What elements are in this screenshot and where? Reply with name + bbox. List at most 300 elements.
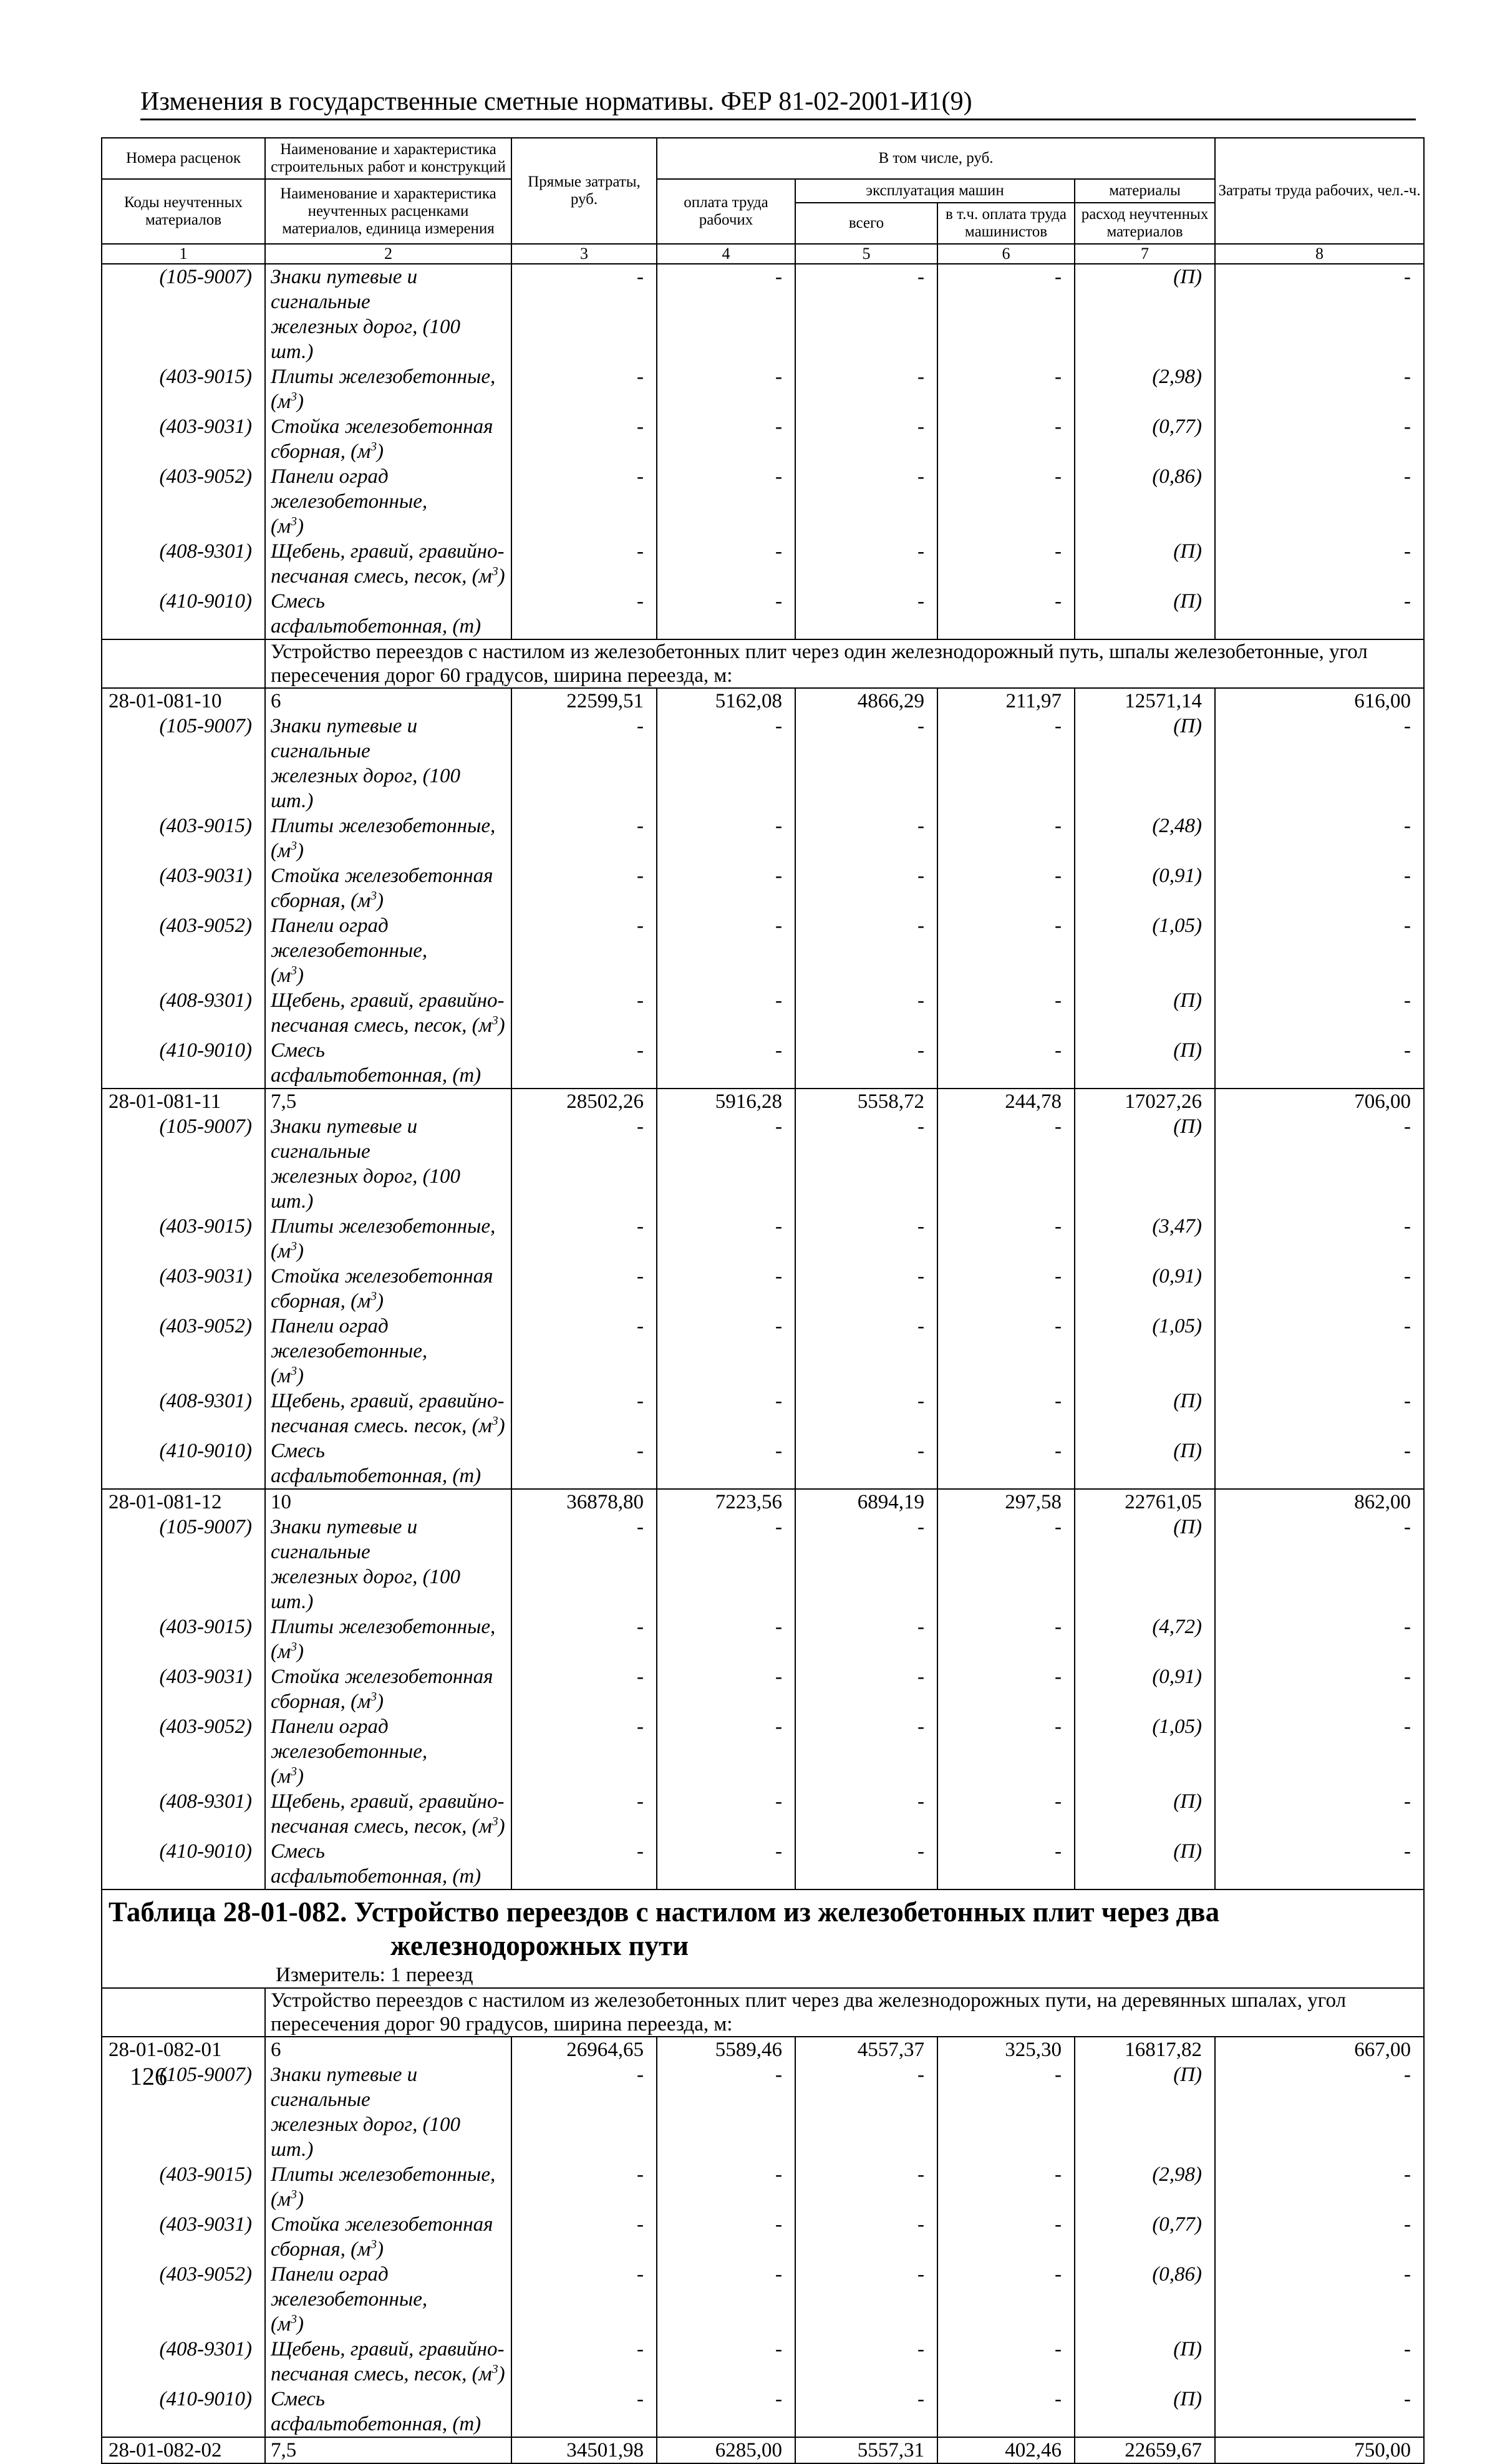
dash-cell: - (511, 539, 657, 589)
text-fragment: (м (271, 964, 291, 987)
material-usage: (П) (1075, 988, 1215, 1038)
material-row (102, 913, 1424, 988)
material-row (102, 414, 1424, 464)
dash-cell: - (795, 1839, 937, 1889)
material-usage: (П) (1075, 539, 1215, 589)
dash-cell: - (511, 2162, 657, 2212)
material-name (265, 2162, 511, 2212)
material-name (265, 813, 511, 863)
material-name (265, 414, 511, 464)
material-code: (410-9010) (102, 1839, 265, 1889)
material-name (265, 1389, 511, 1438)
material-usage: (П) (1075, 2062, 1215, 2162)
dash-cell: - (1215, 264, 1424, 364)
text-fragment: Смесь асфальтобетонная, (т) (271, 1440, 482, 1487)
material-name (265, 1214, 511, 1264)
text-fragment: Панели оград железобетонные, (271, 914, 428, 962)
text-fragment: Стойка железобетонная (271, 1666, 493, 1688)
unit-superscript: 3 (291, 964, 297, 977)
text-fragment: сборная, (м (271, 1690, 371, 1713)
text-fragment: ) (296, 1765, 304, 1788)
dash-cell: - (511, 2062, 657, 2162)
dash-cell: - (511, 1515, 657, 1614)
unit-superscript: 3 (370, 1289, 377, 1303)
header-labor-costs: Затраты труда рабочих, чел.-ч. (1215, 138, 1424, 244)
text-fragment: ) (498, 1815, 505, 1838)
material-name-text (271, 1666, 493, 1713)
header-including: В том числе, руб. (657, 138, 1215, 179)
header-work-name: Наименование и характеристика строительных работ и конструкций (265, 138, 511, 179)
dash-cell: - (937, 1389, 1075, 1438)
unit-superscript: 3 (291, 2188, 297, 2201)
material-code: (105-9007) (102, 1114, 265, 1214)
text-fragment: ) (296, 1641, 304, 1663)
labor-hours: 706,00 (1215, 1089, 1424, 1114)
text-fragment: песчаная смесь. песок, (м (271, 1415, 492, 1437)
dash-cell: - (937, 2387, 1075, 2437)
rate-code: 28-01-082-02 (102, 2437, 265, 2463)
dash-cell: - (511, 1389, 657, 1438)
unit-superscript: 3 (370, 1690, 377, 1704)
page-header: Изменения в государственные сметные нормативы. ФЕР 81-02-2001-И1(9) (140, 86, 1416, 120)
text-fragment: Панели оград железобетонные, (271, 1715, 428, 1763)
dash-cell: - (795, 464, 937, 539)
machinist-pay: 244,78 (937, 1089, 1075, 1114)
material-name-text (271, 266, 460, 363)
material-name-text (271, 2163, 495, 2211)
dash-cell: - (511, 1114, 657, 1214)
labor-pay: 5589,46 (657, 2037, 795, 2062)
material-name (265, 1614, 511, 1664)
dash-cell: - (795, 364, 937, 414)
dash-cell: - (1215, 2387, 1424, 2437)
material-code: (403-9052) (102, 1314, 265, 1389)
material-name-text (271, 2263, 427, 2335)
unit-superscript: 3 (491, 565, 498, 578)
dash-cell: - (511, 1264, 657, 1314)
dash-cell: - (657, 2337, 795, 2387)
dash-cell: - (511, 988, 657, 1038)
material-name-text (271, 1790, 505, 1838)
material-row (102, 714, 1424, 813)
material-code: (105-9007) (102, 1515, 265, 1614)
material-usage: (П) (1075, 1839, 1215, 1889)
dash-cell: - (657, 1264, 795, 1314)
dash-cell: - (511, 1614, 657, 1664)
material-name-text (271, 2388, 481, 2435)
description-spacer (102, 639, 265, 688)
dash-cell: - (657, 2062, 795, 2162)
material-code: (408-9301) (102, 539, 265, 589)
direct-costs: 22599,51 (511, 688, 657, 714)
dash-cell: - (1215, 1438, 1424, 1489)
material-name-text (271, 1715, 427, 1788)
rate-width: 10 (265, 1489, 511, 1515)
section-description: Устройство переездов с настилом из железобетонных плит через два железнодорожных пути, на деревянных шпалах, угол пересечения дорог 90 градусов, ширина переезда, м: (265, 1988, 1424, 2037)
unit-superscript: 3 (291, 390, 297, 404)
text-fragment: ) (377, 2238, 384, 2261)
labor-pay: 5916,28 (657, 1089, 795, 1114)
unit-superscript: 3 (291, 1364, 297, 1378)
material-row (102, 988, 1424, 1038)
text-fragment: ) (296, 390, 304, 413)
text-fragment: Плиты железобетонные, (м (271, 1616, 496, 1663)
text-fragment: железных дорог, (100 шт.) (271, 1566, 461, 1613)
material-code: (403-9031) (102, 414, 265, 464)
dash-cell: - (1215, 2162, 1424, 2212)
materials-cost: 17027,26 (1075, 1089, 1215, 1114)
dash-cell: - (937, 1515, 1075, 1614)
dash-cell: - (795, 1264, 937, 1314)
machine-total: 5557,31 (795, 2437, 937, 2463)
material-usage: (П) (1075, 1389, 1215, 1438)
dash-cell: - (657, 1038, 795, 1089)
dash-cell: - (511, 364, 657, 414)
dash-cell: - (511, 1789, 657, 1839)
material-row (102, 1214, 1424, 1264)
unit-superscript: 3 (291, 1239, 297, 1253)
dash-cell: - (511, 1664, 657, 1714)
labor-pay: 5162,08 (657, 688, 795, 714)
machine-total: 4557,37 (795, 2037, 937, 2062)
rate-width: 7,5 (265, 1089, 511, 1114)
labor-hours: 750,00 (1215, 2437, 1424, 2463)
material-name-text (271, 1616, 495, 1663)
material-code: (410-9010) (102, 1438, 265, 1489)
text-fragment: Плиты железобетонные, (м (271, 366, 496, 413)
text-fragment: железных дорог, (100 шт.) (271, 316, 461, 363)
dash-cell: - (1215, 414, 1424, 464)
rate-width: 6 (265, 688, 511, 714)
material-code: (408-9301) (102, 988, 265, 1038)
material-code: (403-9031) (102, 863, 265, 913)
material-code: (403-9015) (102, 2162, 265, 2212)
dash-cell: - (795, 2162, 937, 2212)
text-fragment: ) (296, 964, 304, 987)
material-name (265, 364, 511, 414)
text-fragment: песчаная смесь, песок, (м (271, 1815, 492, 1838)
rate-row (102, 1489, 1424, 1515)
text-fragment: (м (271, 515, 291, 538)
table-title-line-1: Таблица 28-01-082. Устройство переездов с настилом из железобетонных плит через два (109, 1896, 1220, 1928)
page-number: 126 (130, 2062, 167, 2090)
dash-cell: - (657, 1515, 795, 1614)
rate-code: 28-01-081-12 (102, 1489, 265, 1515)
dash-cell: - (937, 1264, 1075, 1314)
dash-cell: - (511, 414, 657, 464)
material-code: (403-9015) (102, 1214, 265, 1264)
dash-cell: - (1215, 988, 1424, 1038)
labor-hours: 862,00 (1215, 1489, 1424, 1515)
material-name (265, 2387, 511, 2437)
text-fragment: железных дорог, (100 шт.) (271, 765, 461, 812)
dash-cell: - (937, 863, 1075, 913)
dash-cell: - (795, 863, 937, 913)
dash-cell: - (657, 1314, 795, 1389)
material-usage: (П) (1075, 2387, 1215, 2437)
dash-cell: - (657, 539, 795, 589)
dash-cell: - (1215, 539, 1424, 589)
material-name (265, 1714, 511, 1789)
description-row (102, 639, 1424, 688)
unit-superscript: 3 (491, 2362, 498, 2376)
material-name-text (271, 590, 481, 638)
dash-cell: - (937, 539, 1075, 589)
material-name-text (271, 1440, 481, 1487)
dash-cell: - (795, 2262, 937, 2337)
unit-superscript: 3 (291, 2312, 297, 2326)
material-code: (105-9007) (102, 2062, 265, 2162)
dash-cell: - (937, 1664, 1075, 1714)
dash-cell: - (795, 589, 937, 639)
dash-cell: - (1215, 589, 1424, 639)
text-fragment: Щебень, гравий, гравийно- (271, 2338, 505, 2360)
table-title-line-2: железнодорожных пути (390, 1930, 689, 1961)
material-code: (105-9007) (102, 714, 265, 813)
text-fragment: ) (498, 1014, 505, 1037)
material-name-text (271, 1840, 481, 1888)
dash-cell: - (937, 988, 1075, 1038)
column-number: 4 (657, 244, 795, 264)
dash-cell: - (795, 2212, 937, 2262)
text-fragment: Смесь асфальтобетонная, (т) (271, 1039, 482, 1087)
material-code: (403-9031) (102, 2212, 265, 2262)
material-name-text (271, 465, 427, 538)
text-fragment: Знаки путевые и сигнальные (271, 266, 418, 313)
material-name-text (271, 715, 460, 812)
text-fragment: Панели оград железобетонные, (271, 465, 428, 513)
material-usage: (0,91) (1075, 1264, 1215, 1314)
dash-cell: - (937, 364, 1075, 414)
dash-cell: - (795, 813, 937, 863)
dash-cell: - (657, 714, 795, 813)
dash-cell: - (657, 2162, 795, 2212)
material-usage: (2,98) (1075, 364, 1215, 414)
dash-cell: - (1215, 1515, 1424, 1614)
column-number: 3 (511, 244, 657, 264)
text-fragment: ) (296, 1365, 304, 1387)
header-direct-costs: Прямые затраты, руб. (511, 138, 657, 244)
material-code: (403-9052) (102, 913, 265, 988)
dash-cell: - (937, 1614, 1075, 1664)
dash-cell: - (937, 714, 1075, 813)
dash-cell: - (511, 1714, 657, 1789)
description-row (102, 1988, 1424, 2037)
material-usage: (1,05) (1075, 1714, 1215, 1789)
dash-cell: - (795, 2062, 937, 2162)
text-fragment: Стойка железобетонная (271, 2213, 493, 2236)
dash-cell: - (511, 589, 657, 639)
dash-cell: - (795, 1214, 937, 1264)
material-name-text (271, 2338, 505, 2385)
material-name (265, 988, 511, 1038)
material-row (102, 464, 1424, 539)
material-usage: (П) (1075, 1114, 1215, 1214)
material-name (265, 2212, 511, 2262)
header-rate-numbers: Номера расценок (102, 138, 265, 179)
dash-cell: - (1215, 1038, 1424, 1089)
labor-hours: 616,00 (1215, 688, 1424, 714)
machinist-pay: 297,58 (937, 1489, 1075, 1515)
material-name-text (271, 2213, 493, 2261)
material-name-text (271, 415, 493, 463)
text-fragment: ) (296, 840, 304, 862)
dash-cell: - (795, 1664, 937, 1714)
dash-cell: - (795, 1114, 937, 1214)
material-usage: (3,47) (1075, 1214, 1215, 1264)
header-material-name: Наименование и характеристика неучтенных расценками материалов, единица измерения (265, 179, 511, 244)
material-code: (410-9010) (102, 1038, 265, 1089)
material-name-text (271, 865, 493, 912)
material-row (102, 1839, 1424, 1889)
dash-cell: - (1215, 1214, 1424, 1264)
material-name-text (271, 989, 505, 1037)
material-name (265, 464, 511, 539)
material-name-text (271, 540, 505, 588)
dash-cell: - (937, 2212, 1075, 2262)
material-name-text (271, 1390, 505, 1437)
dash-cell: - (1215, 364, 1424, 414)
material-name (265, 1515, 511, 1614)
labor-pay: 6285,00 (657, 2437, 795, 2463)
dash-cell: - (1215, 2212, 1424, 2262)
text-fragment: Плиты железобетонные, (м (271, 815, 496, 862)
material-name (265, 2062, 511, 2162)
material-name-text (271, 1315, 427, 1387)
measure-unit: Измеритель: 1 переезд (276, 1964, 473, 1986)
material-row (102, 1614, 1424, 1664)
material-code: (410-9010) (102, 589, 265, 639)
rate-code: 28-01-082-01 (102, 2037, 265, 2062)
dash-cell: - (1215, 714, 1424, 813)
dash-cell: - (795, 714, 937, 813)
text-fragment: (м (271, 1365, 291, 1387)
rate-row (102, 2437, 1424, 2463)
table-body (102, 264, 1424, 2463)
material-row (102, 1114, 1424, 1214)
material-name (265, 1038, 511, 1089)
dash-cell: - (937, 1114, 1075, 1214)
dash-cell: - (511, 714, 657, 813)
materials-cost: 16817,82 (1075, 2037, 1215, 2062)
dash-cell: - (1215, 813, 1424, 863)
text-fragment: ) (296, 2188, 304, 2211)
dash-cell: - (657, 364, 795, 414)
direct-costs: 34501,98 (511, 2437, 657, 2463)
direct-costs: 26964,65 (511, 2037, 657, 2062)
dash-cell: - (657, 1714, 795, 1789)
dash-cell: - (1215, 863, 1424, 913)
dash-cell: - (1215, 1614, 1424, 1664)
dash-cell: - (1215, 1264, 1424, 1314)
text-fragment: сборная, (м (271, 440, 371, 463)
column-number: 1 (102, 244, 265, 264)
text-fragment: Знаки путевые и сигнальные (271, 2064, 418, 2111)
material-name (265, 1438, 511, 1489)
description-spacer (102, 1988, 265, 2037)
text-fragment: ) (296, 2313, 304, 2335)
dash-cell: - (657, 863, 795, 913)
dash-cell: - (657, 1614, 795, 1664)
text-fragment: Щебень, гравий, гравийно- (271, 1390, 505, 1412)
text-fragment: ) (498, 565, 505, 588)
unit-superscript: 3 (291, 1765, 297, 1778)
material-row (102, 813, 1424, 863)
rate-row (102, 1089, 1424, 1114)
unit-superscript: 3 (491, 1014, 498, 1027)
material-name-text (271, 1039, 481, 1087)
dash-cell: - (657, 913, 795, 988)
dash-cell: - (1215, 913, 1424, 988)
dash-cell: - (795, 264, 937, 364)
unit-superscript: 3 (370, 889, 377, 903)
header-machine-total: всего (795, 203, 937, 244)
material-usage: (П) (1075, 1438, 1215, 1489)
dash-cell: - (1215, 1314, 1424, 1389)
material-code: (410-9010) (102, 2387, 265, 2437)
dash-cell: - (937, 414, 1075, 464)
text-fragment: Знаки путевые и сигнальные (271, 1516, 418, 1563)
material-name (265, 1264, 511, 1314)
machine-total: 6894,19 (795, 1489, 937, 1515)
dash-cell: - (1215, 2062, 1424, 2162)
estimate-table (101, 137, 1425, 2464)
header-machinist-pay: в т.ч. оплата труда машинистов (937, 203, 1075, 244)
dash-cell: - (511, 264, 657, 364)
material-row (102, 2212, 1424, 2262)
material-name (265, 1314, 511, 1389)
column-number: 5 (795, 244, 937, 264)
material-code: (403-9031) (102, 1664, 265, 1714)
material-code: (403-9052) (102, 464, 265, 539)
material-code: (403-9052) (102, 1714, 265, 1789)
material-code: (408-9301) (102, 1389, 265, 1438)
dash-cell: - (795, 1314, 937, 1389)
material-name (265, 1839, 511, 1889)
text-fragment: Стойка железобетонная (271, 1265, 493, 1288)
dash-cell: - (937, 1438, 1075, 1489)
column-number-row (102, 244, 1424, 264)
header-row-1 (102, 138, 1424, 179)
dash-cell: - (795, 1438, 937, 1489)
material-code: (403-9031) (102, 1264, 265, 1314)
text-fragment: песчаная смесь, песок, (м (271, 565, 492, 588)
header-machine-operation: эксплуатация машин (795, 179, 1075, 203)
dash-cell: - (795, 2387, 937, 2437)
material-usage: (П) (1075, 589, 1215, 639)
dash-cell: - (937, 1714, 1075, 1789)
dash-cell: - (657, 264, 795, 364)
rate-code: 28-01-081-11 (102, 1089, 265, 1114)
material-row (102, 2062, 1424, 2162)
dash-cell: - (657, 813, 795, 863)
material-code: (105-9007) (102, 264, 265, 364)
material-row (102, 1038, 1424, 1089)
material-code: (403-9015) (102, 364, 265, 414)
dash-cell: - (511, 2262, 657, 2337)
material-code: (408-9301) (102, 2337, 265, 2387)
text-fragment: Щебень, гравий, гравийно- (271, 1790, 505, 1813)
material-row (102, 1264, 1424, 1314)
dash-cell: - (511, 1038, 657, 1089)
dash-cell: - (937, 913, 1075, 988)
dash-cell: - (795, 414, 937, 464)
material-usage: (1,05) (1075, 913, 1215, 988)
dash-cell: - (511, 2212, 657, 2262)
unit-superscript: 3 (291, 515, 297, 528)
material-row (102, 2337, 1424, 2387)
text-fragment: сборная, (м (271, 1290, 371, 1312)
